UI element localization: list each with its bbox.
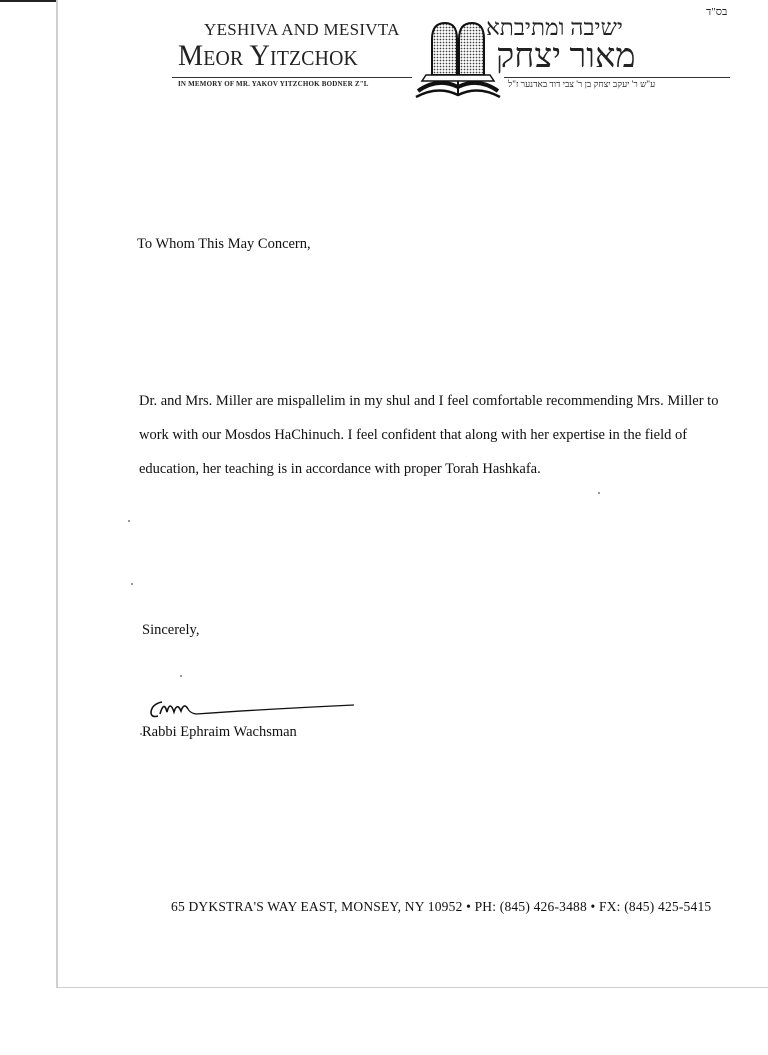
- signer-name: Rabbi Ephraim Wachsman: [142, 724, 297, 740]
- memorial-line-en: IN MEMORY OF MR. YAKOV YITZCHOK BODNER Z"L: [178, 80, 369, 88]
- memorial-line-he: ע"ש ר' יעקב יצחק בן ר' צבי דוד באדנער ז"ל: [508, 79, 656, 89]
- letterhead-he-subtitle: ישיבה ומתיבתא: [486, 15, 623, 40]
- scan-speck: [140, 733, 142, 735]
- closing: Sincerely,: [142, 622, 200, 638]
- scan-edge-bottom: [56, 987, 768, 988]
- letter-paragraph: Dr. and Mrs. Miller are mispallelim in my shul and I feel comfortable recommending Mrs. Miller to work with our Mosdos HaChinuch. I feel confident that along with her expertise in the field of education, her teaching is in accordance with proper Torah Hashkafa.: [139, 393, 719, 477]
- letterhead-rule-right: [504, 77, 730, 78]
- scan-speck: [128, 520, 130, 522]
- scan-speck: [598, 492, 600, 494]
- scan-speck: [180, 675, 182, 677]
- scan-speck: [131, 583, 133, 585]
- letterhead-rule-left: [172, 77, 412, 78]
- salutation: To Whom This May Concern,: [137, 236, 311, 252]
- scan-edge-left: [56, 0, 58, 988]
- torah-tablets-book-logo-icon: [412, 17, 504, 101]
- letterhead-en-subtitle: YESHIVA AND MESIVTA: [204, 20, 400, 39]
- letterhead-he-title: מאור יצחק: [496, 38, 636, 75]
- footer-address: 65 DYKSTRA'S WAY EAST, MONSEY, NY 10952 • PH: (845) 426-3488 • FX: (845) 425-5415: [171, 899, 712, 914]
- letterhead-en-title: Meor Yitzchok: [178, 39, 358, 72]
- signature-icon: [148, 692, 356, 720]
- bsd-mark: בס"ד: [706, 6, 728, 18]
- scan-edge-top: [0, 0, 58, 2]
